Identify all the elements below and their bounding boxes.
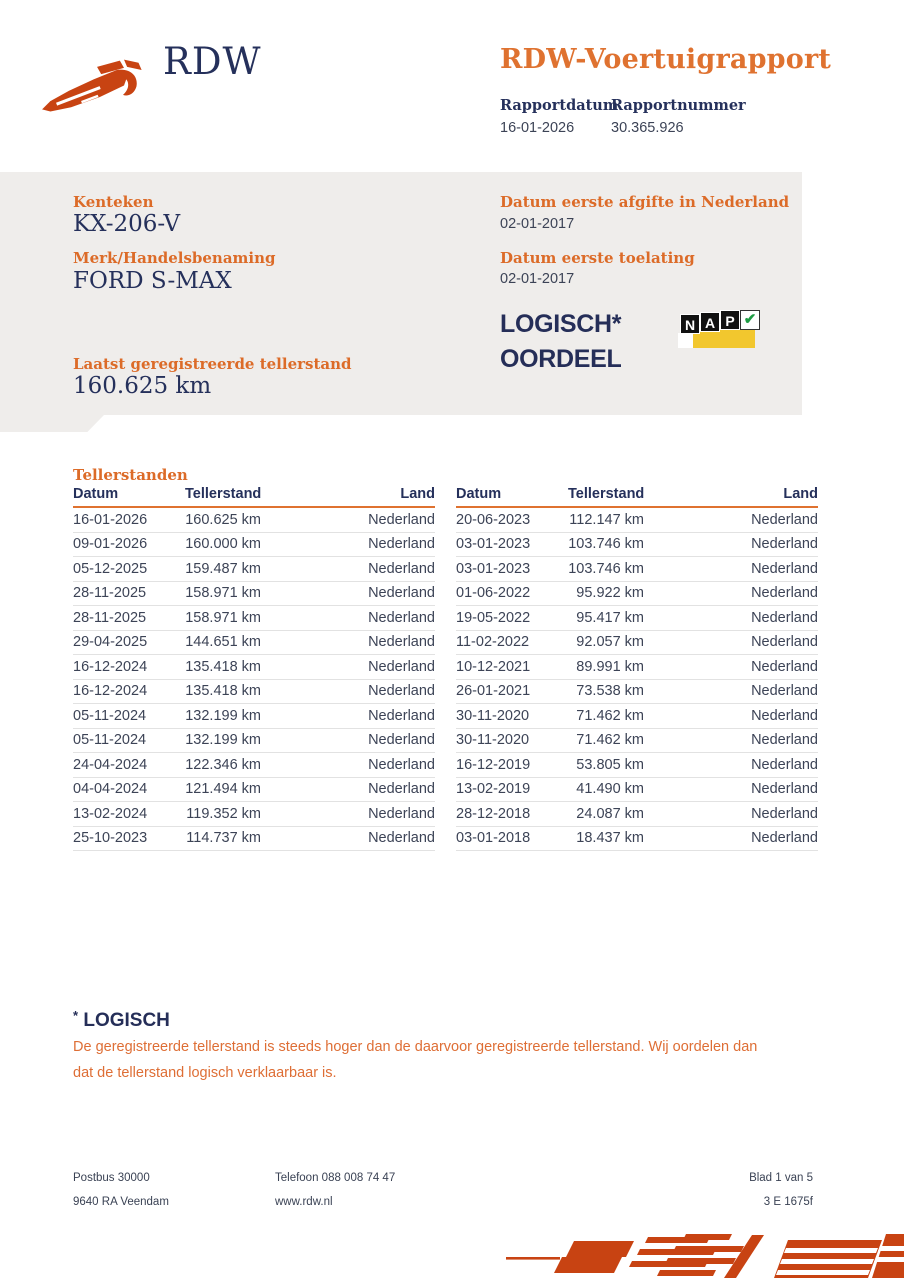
cell-land: Nederland — [751, 732, 818, 749]
cell-tellerstand: 158.971 km — [185, 609, 261, 626]
nap-checkmark-icon: ✔ — [740, 310, 760, 330]
rdw-feather-logo — [40, 56, 152, 114]
nap-letter-a: A — [700, 312, 720, 332]
footnote-text: De geregistreerde tellerstand is steeds hoger dan de daarvoor geregistreerde tellerstand. Wij oordelen dan dat de tellerstand logisch verklaarbaar is. — [73, 1039, 758, 1081]
cell-datum: 09-01-2026 — [73, 536, 148, 553]
cell-land: Nederland — [751, 830, 818, 847]
column-header-datum: Datum — [456, 486, 502, 502]
cell-tellerstand: 103.746 km — [568, 536, 644, 553]
tellerstanden-title: Tellerstanden — [73, 466, 188, 484]
cell-tellerstand: 158.971 km — [185, 585, 261, 602]
cell-tellerstand: 114.737 km — [186, 830, 261, 847]
table-row — [73, 508, 435, 533]
cell-datum: 30-11-2020 — [456, 707, 530, 724]
table-row — [73, 557, 435, 582]
cell-tellerstand: 41.490 km — [576, 781, 644, 798]
cell-tellerstand: 159.487 km — [185, 560, 261, 577]
table-row — [456, 557, 818, 582]
cell-tellerstand: 95.417 km — [576, 609, 644, 626]
cell-tellerstand: 122.346 km — [185, 756, 261, 773]
report-date-label: Rapportdatum — [500, 97, 619, 114]
table-row — [73, 827, 435, 852]
report-date-block — [500, 97, 618, 136]
report-number-block — [611, 97, 746, 136]
footer-postbus: Postbus 30000 — [73, 1172, 150, 1184]
report-date-value: 16-01-2026 — [500, 120, 575, 136]
nap-letter-p: P — [720, 310, 740, 330]
cell-tellerstand: 92.057 km — [576, 634, 644, 651]
table-row — [456, 704, 818, 729]
cell-datum: 29-04-2025 — [73, 634, 148, 651]
cell-land: Nederland — [751, 634, 818, 651]
cell-land: Nederland — [368, 560, 435, 577]
cell-datum: 16-12-2019 — [456, 756, 531, 773]
datum-toelating-label: Datum eerste toelating — [500, 249, 695, 267]
table-row — [73, 655, 435, 680]
cell-land: Nederland — [368, 732, 435, 749]
table-row — [456, 729, 818, 754]
cell-land: Nederland — [751, 781, 818, 798]
datum-toelating-value: 02-01-2017 — [500, 271, 575, 287]
cell-datum: 19-05-2022 — [456, 609, 531, 626]
cell-land: Nederland — [368, 536, 435, 553]
table-row — [73, 729, 435, 754]
cell-tellerstand: 24.087 km — [576, 805, 644, 822]
table-row — [73, 533, 435, 558]
merk-value: FORD S-MAX — [73, 268, 232, 294]
cell-land: Nederland — [368, 683, 435, 700]
cell-tellerstand: 135.418 km — [185, 658, 261, 675]
cell-land: Nederland — [751, 560, 818, 577]
nap-letter-n: N — [680, 314, 700, 334]
footnote-asterisk: * — [73, 1008, 79, 1023]
table-row — [456, 631, 818, 656]
cell-land: Nederland — [368, 609, 435, 626]
table-row — [456, 582, 818, 607]
column-header-land: Land — [400, 486, 435, 502]
cell-land: Nederland — [368, 658, 435, 675]
table-row — [456, 802, 818, 827]
cell-land: Nederland — [368, 756, 435, 773]
cell-datum: 05-12-2025 — [73, 560, 148, 577]
cell-tellerstand: 121.494 km — [185, 781, 261, 798]
cell-datum: 11-02-2022 — [456, 634, 530, 651]
cell-datum: 01-06-2022 — [456, 585, 531, 602]
column-header-datum: Datum — [73, 486, 119, 502]
footnote-title — [73, 1008, 170, 1032]
cell-tellerstand: 71.462 km — [576, 732, 644, 749]
vehicle-summary-panel-tab — [0, 415, 104, 432]
cell-land: Nederland — [368, 830, 435, 847]
rdw-speed-stripes-graphic — [500, 1232, 904, 1280]
cell-land: Nederland — [751, 609, 818, 626]
cell-datum: 05-11-2024 — [73, 707, 147, 724]
table-row — [73, 802, 435, 827]
cell-datum: 13-02-2019 — [456, 781, 531, 798]
table-row — [456, 606, 818, 631]
table-header-row — [73, 486, 435, 508]
table-row — [456, 655, 818, 680]
cell-tellerstand: 132.199 km — [185, 707, 261, 724]
cell-tellerstand: 95.922 km — [576, 585, 644, 602]
tellerstanden-table-left — [73, 486, 435, 851]
footer-doc-code: 3 E 1675f — [763, 1196, 813, 1208]
cell-land: Nederland — [751, 805, 818, 822]
cell-datum: 26-01-2021 — [456, 683, 531, 700]
cell-land: Nederland — [751, 585, 818, 602]
nap-white-block — [678, 333, 693, 348]
report-number-value: 30.365.926 — [611, 120, 684, 136]
table-row — [456, 680, 818, 705]
cell-tellerstand: 53.805 km — [576, 756, 644, 773]
cell-datum: 25-10-2023 — [73, 830, 148, 847]
cell-tellerstand: 112.147 km — [569, 511, 644, 528]
datum-afgifte-value: 02-01-2017 — [500, 216, 575, 232]
table-row — [456, 533, 818, 558]
table-row — [456, 753, 818, 778]
table-body-right — [456, 508, 818, 851]
kenteken-value: KX-206-V — [73, 211, 181, 237]
cell-land: Nederland — [368, 805, 435, 822]
laatste-tellerstand-value: 160.625 km — [73, 373, 212, 399]
cell-datum: 20-06-2023 — [456, 511, 531, 528]
table-row — [73, 753, 435, 778]
cell-datum: 03-01-2018 — [456, 830, 531, 847]
page-title: RDW-Voertuigrapport — [500, 44, 832, 75]
footer-city: 9640 RA Veendam — [73, 1196, 169, 1208]
footer-page-number: Blad 1 van 5 — [749, 1172, 813, 1184]
datum-afgifte-label: Datum eerste afgifte in Nederland — [500, 193, 790, 211]
cell-datum: 03-01-2023 — [456, 560, 531, 577]
cell-datum: 13-02-2024 — [73, 805, 148, 822]
cell-datum: 24-04-2024 — [73, 756, 148, 773]
cell-datum: 16-01-2026 — [73, 511, 148, 528]
table-header-row — [456, 486, 818, 508]
cell-land: Nederland — [368, 585, 435, 602]
nap-logo — [678, 308, 764, 358]
cell-land: Nederland — [751, 756, 818, 773]
cell-tellerstand: 119.352 km — [186, 805, 261, 822]
kenteken-label: Kenteken — [73, 193, 154, 211]
cell-datum: 28-11-2025 — [73, 609, 147, 626]
cell-land: Nederland — [751, 536, 818, 553]
cell-tellerstand: 160.625 km — [185, 511, 261, 528]
cell-datum: 28-11-2025 — [73, 585, 147, 602]
column-header-tellerstand: Tellerstand — [568, 486, 645, 502]
cell-land: Nederland — [368, 511, 435, 528]
cell-tellerstand: 132.199 km — [185, 732, 261, 749]
oordeel-line2: OORDEEL — [500, 345, 622, 373]
cell-tellerstand: 71.462 km — [576, 707, 644, 724]
oordeel-block — [500, 307, 622, 377]
cell-datum: 10-12-2021 — [456, 658, 531, 675]
footer-website: www.rdw.nl — [275, 1196, 333, 1208]
cell-tellerstand: 160.000 km — [185, 536, 261, 553]
cell-tellerstand: 103.746 km — [568, 560, 644, 577]
table-row — [73, 680, 435, 705]
table-row — [73, 778, 435, 803]
cell-datum: 04-04-2024 — [73, 781, 148, 798]
table-row — [456, 508, 818, 533]
cell-datum: 16-12-2024 — [73, 658, 148, 675]
merk-label: Merk/Handelsbenaming — [73, 249, 276, 267]
oordeel-line1: LOGISCH* — [500, 310, 622, 338]
cell-land: Nederland — [368, 707, 435, 724]
tellerstanden-table-right — [456, 486, 818, 851]
cell-land: Nederland — [751, 511, 818, 528]
table-row — [73, 704, 435, 729]
cell-land: Nederland — [751, 683, 818, 700]
report-number-label: Rapportnummer — [611, 97, 746, 114]
cell-tellerstand: 135.418 km — [185, 683, 261, 700]
rdw-feather-icon — [40, 56, 152, 114]
table-row — [73, 582, 435, 607]
cell-tellerstand: 144.651 km — [185, 634, 261, 651]
column-header-land: Land — [783, 486, 818, 502]
cell-datum: 03-01-2023 — [456, 536, 531, 553]
table-row — [456, 827, 818, 852]
table-body-left — [73, 508, 435, 851]
table-row — [73, 606, 435, 631]
cell-land: Nederland — [368, 634, 435, 651]
cell-land: Nederland — [368, 781, 435, 798]
cell-land: Nederland — [751, 707, 818, 724]
cell-tellerstand: 73.538 km — [576, 683, 644, 700]
cell-datum: 28-12-2018 — [456, 805, 531, 822]
cell-land: Nederland — [751, 658, 818, 675]
table-row — [73, 631, 435, 656]
cell-datum: 30-11-2020 — [456, 732, 530, 749]
cell-tellerstand: 89.991 km — [576, 658, 644, 675]
cell-datum: 05-11-2024 — [73, 732, 147, 749]
table-row — [456, 778, 818, 803]
footer-phone: Telefoon 088 008 74 47 — [275, 1172, 396, 1184]
laatste-tellerstand-label: Laatst geregistreerde tellerstand — [73, 355, 352, 373]
cell-tellerstand: 18.437 km — [576, 830, 644, 847]
footnote-title-text: LOGISCH — [83, 1010, 170, 1031]
rdw-logo-wordmark: RDW — [163, 40, 262, 83]
cell-datum: 16-12-2024 — [73, 683, 148, 700]
column-header-tellerstand: Tellerstand — [185, 486, 262, 502]
speed-stripes-icon — [500, 1232, 904, 1280]
